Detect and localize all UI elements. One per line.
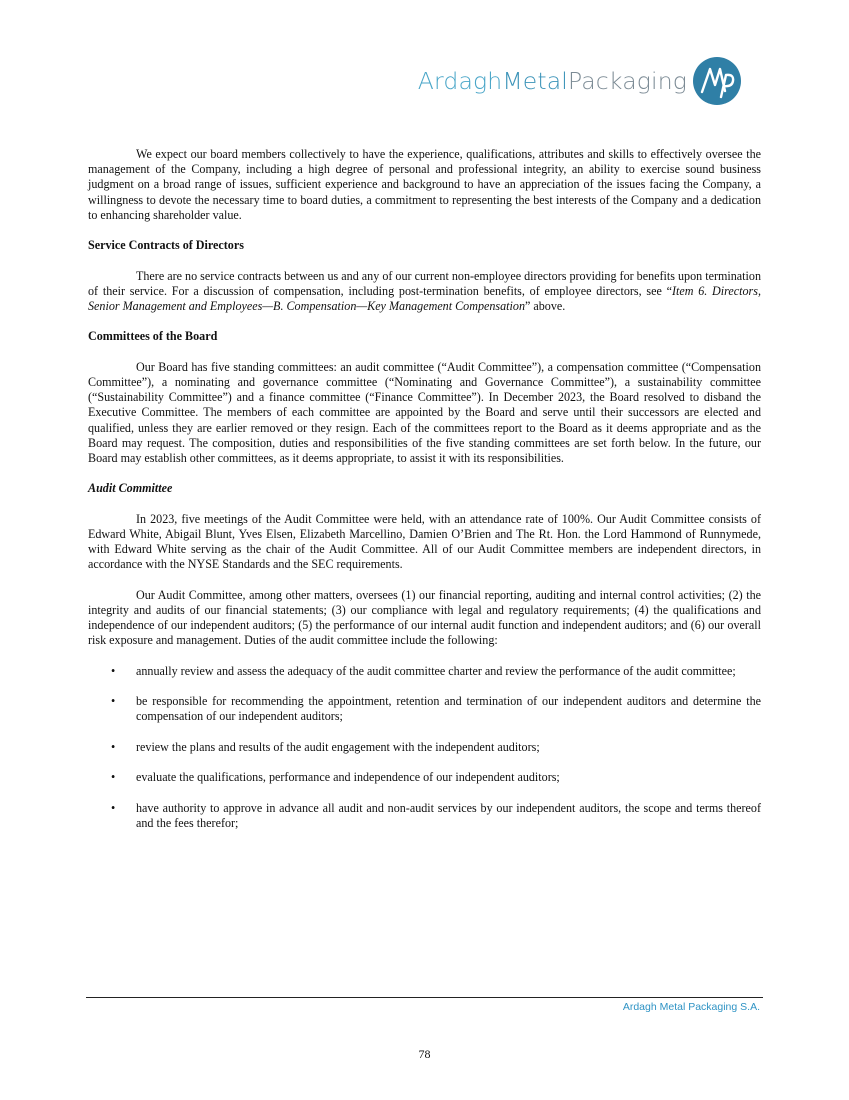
committees-paragraph: Our Board has five standing committees: an audit committee (“Audit Committee”), a compensation committee (“Compensation Committee”), a nominating and governance committee (“Nominating and Governance Committee”), a sustainability committee (“Sustainability Committee”) and a finance committee (“Finance Committee”). In December 2023, the Board resolved to disband the Executive Committee. The members of each committee are appointed by the Board and serve until their successors are elected and qualified, unless they are earlier removed or they resign. Each of the committees report to the Board as it deems appropriate and as the Board may request. The composition, duties and responsibilities of the five standing committees are set forth below. In the future, our Board may establish other committees, as it deems appropriate, to assist it with its responsibilities. (88, 359, 761, 465)
bullet-icon: • (111, 694, 116, 709)
compensation-cross-reference: Item 6. Directors, Senior Management and Employees—B. Compensation—Key Management Compensation (88, 283, 761, 313)
page-header (418, 54, 743, 108)
service-contracts-text-end: ” above. (525, 299, 566, 313)
list-item (88, 801, 761, 831)
document-body (88, 147, 761, 846)
list-item (88, 694, 761, 724)
list-item (88, 770, 761, 785)
footer-company-name: Ardagh Metal Packaging S.A. (622, 1001, 760, 1013)
audit-committee-paragraph-2: Our Audit Committee, among other matters, oversees (1) our financial reporting, auditing and internal control activities; (2) the integrity and audits of our financial statements; (3) our compliance with legal and regulatory requirements; (4) the qualifications and independence of our independent auditors; (5) the performance of our internal audit function and independent auditors; and (6) our overall risk exposure and management. Duties of the audit committee include the following: (88, 587, 761, 648)
brand-word-metal: Metal (502, 67, 568, 95)
page-number: 78 (418, 1047, 431, 1061)
footer-divider (86, 997, 763, 998)
intro-paragraph: We expect our board members collectively to have the experience, qualifications, attributes and skills to effectively oversee the management of the Company, including a high degree of personal and professional integrity, an ability to exercise sound business judgment on a broad range of issues, sufficient experience and background to have an appreciation of the issues facing the Company, a willingness to devote the necessary time to board duties, a commitment to representing the best interests of the Company and a dedication to enhancing shareholder value. (88, 147, 761, 222)
list-item-text: review the plans and results of the audit engagement with the independent auditors; (136, 739, 540, 754)
committees-heading: Committees of the Board (88, 329, 218, 344)
brand-wordmark (418, 67, 687, 95)
audit-duties-list (88, 664, 761, 831)
bullet-icon: • (111, 800, 116, 815)
bullet-icon: • (111, 739, 116, 754)
audit-committee-heading: Audit Committee (88, 481, 173, 496)
brand-word-packaging: Packaging (567, 67, 687, 95)
list-item (88, 740, 761, 755)
service-contracts-heading: Service Contracts of Directors (88, 238, 244, 253)
bullet-icon: • (111, 663, 116, 678)
service-contracts-text: There are no service contracts between us and any of our current non-employee directors providing for benefits upon termination of their service. For a discussion of compensation, including post-termination benefits, of employee directors, see “ (88, 268, 761, 298)
list-item-text: be responsible for recommending the appointment, retention and termination of our independent auditors and determine the compensation of our independent auditors; (136, 694, 761, 724)
list-item-text: annually review and assess the adequacy of the audit committee charter and review the performance of the audit committee; (136, 663, 736, 678)
audit-committee-paragraph-1: In 2023, five meetings of the Audit Committee were held, with an attendance rate of 100%. Our Audit Committee consists of Edward White, Abigail Blunt, Yves Elsen, Elizabeth Marcellino, Damien O’Brien and The Rt. Hon. the Lord Hammond of Runnymede, with Edward White serving as the chair of the Audit Committee. All of our Audit Committee members are independent directors, in accordance with the NYSE Standards and the SEC requirements. (88, 511, 761, 572)
list-item (88, 664, 761, 679)
list-item-text: have authority to approve in advance all audit and non-audit services by our independent auditors, the scope and terms thereof and the fees therefor; (136, 800, 761, 830)
amp-logo-icon (691, 55, 743, 107)
list-item-text: evaluate the qualifications, performance and independence of our independent auditors; (136, 770, 560, 785)
bullet-icon: • (111, 770, 116, 785)
service-contracts-paragraph (88, 269, 761, 315)
brand-word-ardagh: Ardagh (417, 67, 503, 95)
